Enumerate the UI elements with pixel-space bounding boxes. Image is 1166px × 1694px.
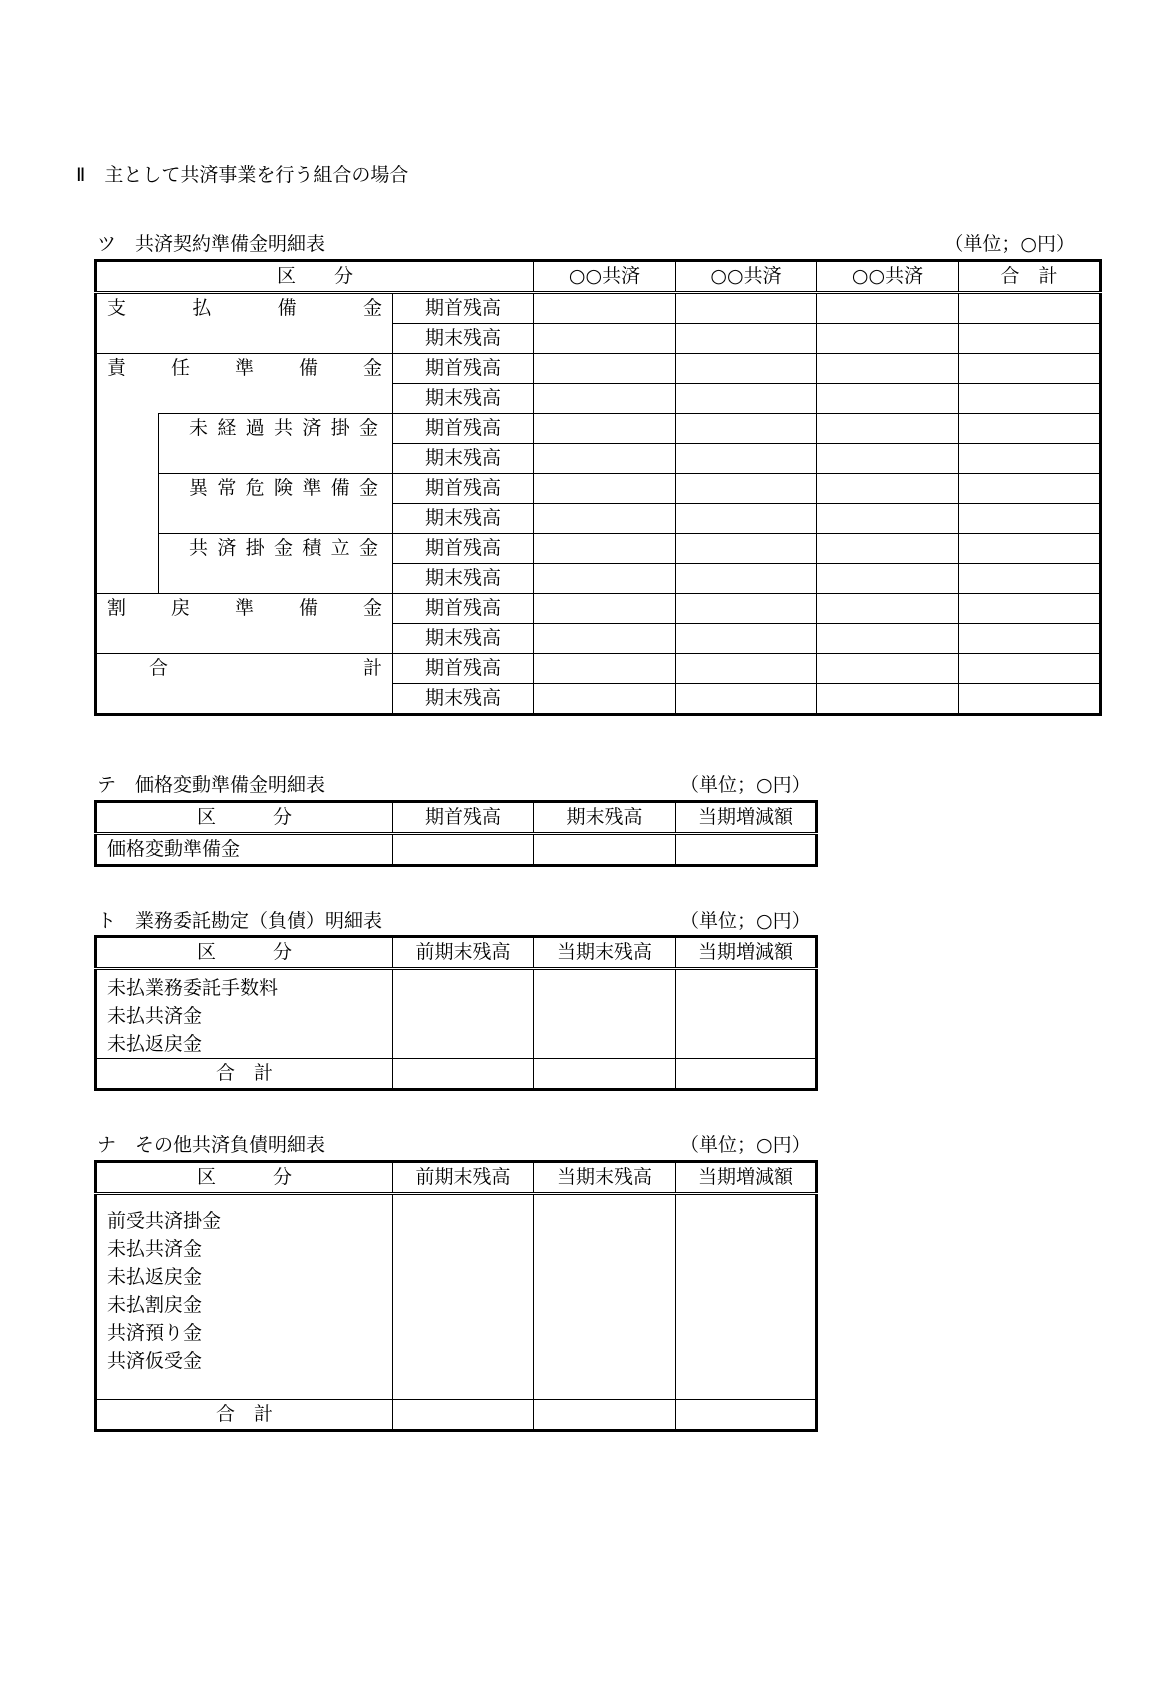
ending-balance-label: 期末残高 xyxy=(393,384,534,414)
table4-unit: （単位；○円） xyxy=(680,1134,811,1156)
ending-balance-label: 期末残高 xyxy=(393,624,534,654)
cell xyxy=(817,534,959,564)
cell xyxy=(959,654,1101,684)
header-col: ○○共済 xyxy=(817,261,959,293)
table-row xyxy=(96,414,1101,444)
table1-title: ツ 共済契約準備金明細表 xyxy=(97,233,326,255)
total-row xyxy=(96,1059,817,1090)
item-list xyxy=(96,1194,393,1400)
cell xyxy=(959,293,1101,324)
cell xyxy=(534,444,676,474)
cell xyxy=(817,474,959,504)
cell xyxy=(676,1059,817,1090)
cell xyxy=(534,684,676,715)
row-group-label xyxy=(96,594,393,654)
list-item: 未払共済金 xyxy=(107,1005,203,1027)
subgroup-label: 異常危険準備金 xyxy=(189,477,378,499)
row-subgroup-label xyxy=(159,474,393,534)
table-row xyxy=(96,969,817,1059)
cell xyxy=(959,534,1101,564)
cell xyxy=(817,324,959,354)
header-category: 区 分 xyxy=(96,1162,393,1194)
cell xyxy=(676,1400,817,1431)
cell xyxy=(393,969,534,1059)
table-row xyxy=(96,354,1101,384)
agency-account-table xyxy=(94,935,818,1091)
list-item: 未払返戻金 xyxy=(107,1033,203,1055)
table3-unit: （単位；○円） xyxy=(680,910,811,932)
cell xyxy=(676,474,817,504)
cell xyxy=(534,504,676,534)
cell xyxy=(817,293,959,324)
table-row xyxy=(96,654,1101,684)
total-row xyxy=(96,1400,817,1431)
cell xyxy=(534,1194,676,1400)
table-row xyxy=(96,534,1101,564)
cell xyxy=(534,564,676,594)
indent-spacer xyxy=(96,414,159,594)
cell xyxy=(676,384,817,414)
list-item: 前受共済掛金 xyxy=(107,1210,222,1232)
cell xyxy=(676,684,817,715)
header-category: 区 分 xyxy=(96,261,534,293)
cell xyxy=(959,354,1101,384)
row-label: 価格変動準備金 xyxy=(96,834,393,866)
header-col: 当期末残高 xyxy=(534,937,676,969)
cell xyxy=(817,654,959,684)
row-group-label xyxy=(96,354,393,414)
cell xyxy=(534,293,676,324)
table4-title: ナ その他共済負債明細表 xyxy=(97,1134,326,1156)
beginning-balance-label: 期首残高 xyxy=(393,534,534,564)
cell xyxy=(676,534,817,564)
section-heading: Ⅱ 主として共済事業を行う組合の場合 xyxy=(76,164,409,186)
cell xyxy=(534,654,676,684)
cell xyxy=(959,504,1101,534)
reserve-table xyxy=(94,259,1102,716)
cell xyxy=(534,414,676,444)
cell xyxy=(534,324,676,354)
ending-balance-label: 期末残高 xyxy=(393,504,534,534)
table-row xyxy=(96,474,1101,504)
cell xyxy=(959,594,1101,624)
header-col: ○○共済 xyxy=(534,261,676,293)
total-label-left: 合 xyxy=(149,657,169,679)
list-item: 共済預り金 xyxy=(107,1322,203,1344)
header-col: ○○共済 xyxy=(676,261,817,293)
beginning-balance-label: 期首残高 xyxy=(393,293,534,324)
table-row xyxy=(96,834,817,866)
cell xyxy=(676,414,817,444)
cell xyxy=(959,384,1101,414)
cell xyxy=(817,384,959,414)
header-category: 区 分 xyxy=(96,937,393,969)
cell xyxy=(676,594,817,624)
beginning-balance-label: 期首残高 xyxy=(393,594,534,624)
cell xyxy=(534,1400,676,1431)
cell xyxy=(534,624,676,654)
list-item: 未払返戻金 xyxy=(107,1266,203,1288)
cell xyxy=(676,444,817,474)
header-col: 当期増減額 xyxy=(676,937,817,969)
cell xyxy=(393,1194,534,1400)
cell xyxy=(959,684,1101,715)
cell xyxy=(959,414,1101,444)
cell xyxy=(393,834,534,866)
table3-title: ト 業務委託勘定（負債）明細表 xyxy=(97,910,383,932)
table1-unit: （単位；○円） xyxy=(944,233,1075,255)
row-group-label xyxy=(96,293,393,354)
cell xyxy=(817,594,959,624)
cell xyxy=(676,834,817,866)
group-label: 支払備金 xyxy=(107,297,382,319)
item-list xyxy=(96,969,393,1059)
cell xyxy=(959,444,1101,474)
table2-title: テ 価格変動準備金明細表 xyxy=(97,774,326,796)
ending-balance-label: 期末残高 xyxy=(393,444,534,474)
cell xyxy=(959,324,1101,354)
cell xyxy=(817,504,959,534)
beginning-balance-label: 期首残高 xyxy=(393,414,534,444)
cell xyxy=(676,624,817,654)
subgroup-label: 共済掛金積立金 xyxy=(189,537,378,559)
table-row xyxy=(96,594,1101,624)
row-group-label xyxy=(96,654,393,715)
cell xyxy=(676,504,817,534)
ending-balance-label: 期末残高 xyxy=(393,324,534,354)
header-col: 期末残高 xyxy=(534,802,676,834)
list-item: 未払業務委託手数料 xyxy=(107,977,279,999)
header-col: 当期増減額 xyxy=(676,1162,817,1194)
list-item: 未払割戻金 xyxy=(107,1294,203,1316)
cell xyxy=(534,534,676,564)
header-category: 区 分 xyxy=(96,802,393,834)
cell xyxy=(676,564,817,594)
cell xyxy=(817,684,959,715)
ending-balance-label: 期末残高 xyxy=(393,564,534,594)
list-item: 未払共済金 xyxy=(107,1238,203,1260)
price-reserve-table xyxy=(94,800,818,867)
cell xyxy=(676,293,817,324)
beginning-balance-label: 期首残高 xyxy=(393,474,534,504)
beginning-balance-label: 期首残高 xyxy=(393,354,534,384)
header-col: 期首残高 xyxy=(393,802,534,834)
group-label: 責任準備金 xyxy=(107,357,382,379)
row-subgroup-label xyxy=(159,414,393,474)
list-item: 共済仮受金 xyxy=(107,1350,203,1372)
cell xyxy=(817,354,959,384)
total-label-right: 計 xyxy=(362,657,382,679)
total-label xyxy=(149,659,382,678)
other-liabilities-table xyxy=(94,1160,818,1432)
ending-balance-label: 期末残高 xyxy=(393,684,534,715)
cell xyxy=(676,354,817,384)
cell xyxy=(959,624,1101,654)
cell xyxy=(676,969,817,1059)
cell xyxy=(676,324,817,354)
row-subgroup-label xyxy=(159,534,393,594)
table-row xyxy=(96,293,1101,324)
header-col: 当期末残高 xyxy=(534,1162,676,1194)
cell xyxy=(534,969,676,1059)
cell xyxy=(534,474,676,504)
cell xyxy=(817,564,959,594)
cell xyxy=(817,414,959,444)
total-label: 合 計 xyxy=(96,1059,393,1090)
cell xyxy=(393,1400,534,1431)
subgroup-label: 未経過共済掛金 xyxy=(189,417,378,439)
cell xyxy=(534,594,676,624)
cell xyxy=(534,834,676,866)
cell xyxy=(534,354,676,384)
header-col: 当期増減額 xyxy=(676,802,817,834)
cell xyxy=(817,444,959,474)
header-col: 前期末残高 xyxy=(393,937,534,969)
table2-unit: （単位；○円） xyxy=(680,774,811,796)
cell xyxy=(393,1059,534,1090)
cell xyxy=(676,654,817,684)
cell xyxy=(676,1194,817,1400)
cell xyxy=(817,624,959,654)
beginning-balance-label: 期首残高 xyxy=(393,654,534,684)
header-col: 前期末残高 xyxy=(393,1162,534,1194)
total-label: 合 計 xyxy=(96,1400,393,1431)
cell xyxy=(959,474,1101,504)
cell xyxy=(959,564,1101,594)
cell xyxy=(534,384,676,414)
cell xyxy=(534,1059,676,1090)
header-col: 合 計 xyxy=(959,261,1101,293)
table-row xyxy=(96,1194,817,1400)
group-label: 割戻準備金 xyxy=(107,597,382,619)
